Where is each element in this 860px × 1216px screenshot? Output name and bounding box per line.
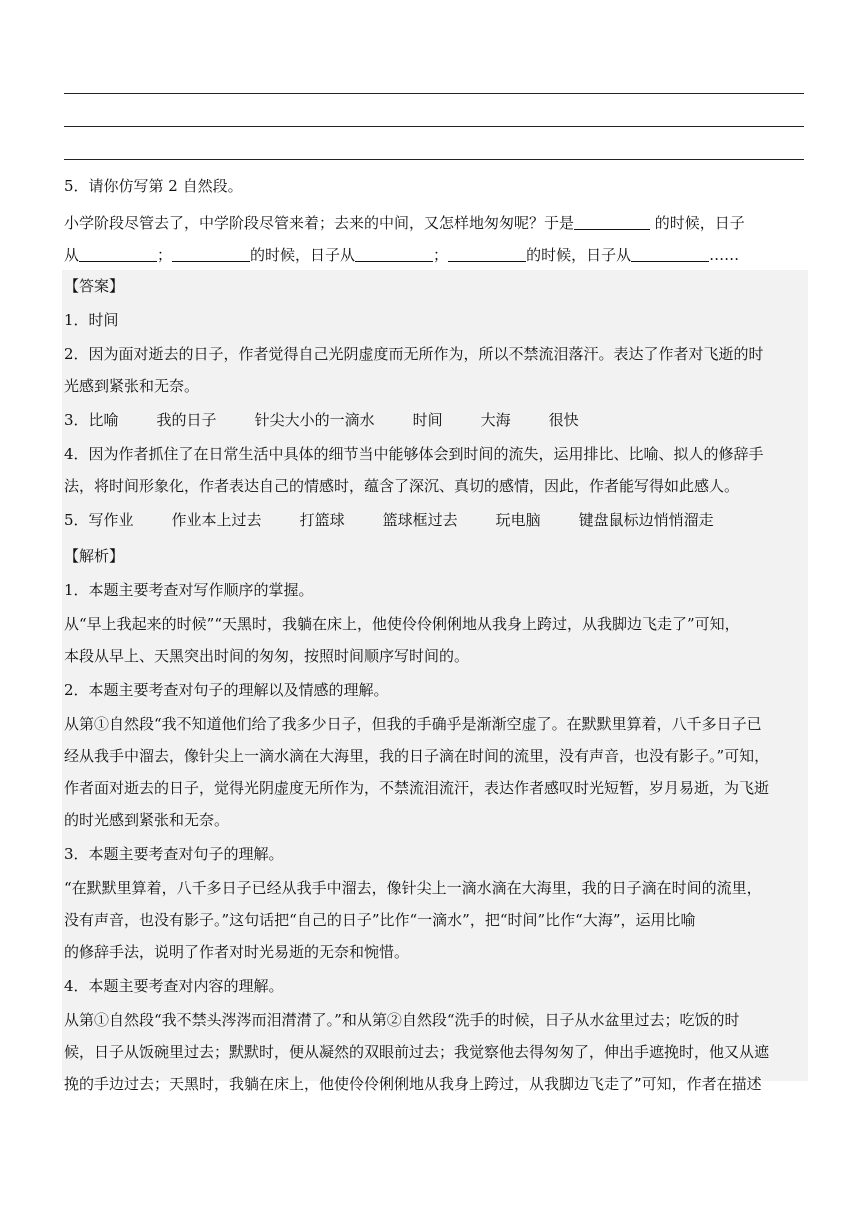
answer-5-item: 打篮球	[299, 511, 345, 529]
answer-5-item: 玩电脑	[495, 511, 541, 529]
analysis-2-line-3: 作者面对逝去的日子，觉得光阴虚度无所作为，不禁流泪流汗，表达作者感叹时光短暂，岁月易逝，为飞逝	[64, 779, 770, 797]
analysis-3-line-2: 没有声音，也没有影子。”这句话把“自己的日子”比作“一滴水”，把“时间”比作“大海”，运用比喻	[64, 911, 696, 929]
answer-3-item: 很快	[548, 411, 579, 429]
question-5-text: 的时候，日子	[650, 214, 745, 232]
question-5-text: ；	[157, 246, 173, 264]
question-5-text: 的时候，日子从	[250, 246, 356, 264]
fill-blank[interactable]	[172, 246, 250, 262]
analysis-3-line-3: 的修辞手法，说明了作者对时光易逝的无奈和惋惜。	[64, 943, 410, 961]
question-5-text: 的时候，日子从	[526, 246, 632, 264]
analysis-1-line-2: 本段从早上、天黑突出时间的匆匆，按照时间顺序写时间的。	[64, 647, 470, 665]
answer-line-2	[64, 126, 804, 127]
fill-blank[interactable]	[355, 246, 433, 262]
answer-5-item: 作业本上过去	[171, 511, 262, 529]
fill-blank[interactable]	[631, 246, 709, 262]
answer-2-line-2: 光感到紧张和无奈。	[64, 377, 200, 395]
answer-3-item: 3．比喻	[64, 411, 119, 429]
analysis-1-line-1: 从“早上我起来的时候”“天黑时，我躺在床上，他使伶伶俐俐地从我身上跨过，从我脚边飞走了”可知，	[64, 615, 740, 633]
answer-3-item: 大海	[480, 411, 511, 429]
question-5-row-2	[64, 239, 806, 271]
answer-line-3	[64, 159, 804, 160]
analysis-4-line-3: 挽的手边过去；天黑时，我躺在床上，他使伶伶俐俐地从我身上跨过，从我脚边飞走了”可知，作者在描述	[64, 1075, 762, 1093]
answer-4-line-1: 4．因为作者抓住了在日常生活中具体的细节当中能够体会到时间的流失，运用排比、比喻、拟人的修辞手	[64, 445, 764, 463]
fill-blank[interactable]	[574, 214, 650, 230]
analysis-1-title: 1．本题主要考查对写作顺序的掌握。	[64, 581, 314, 599]
answer-1: 1．时间	[64, 311, 119, 329]
fill-blank[interactable]	[79, 246, 157, 262]
answer-5-item: 键盘鼠标边悄悄溜走	[578, 511, 714, 529]
question-5-text: 从	[64, 246, 80, 264]
analysis-4-title: 4．本题主要考查对内容的理解。	[64, 977, 284, 995]
analysis-4-line-1: 从第①自然段“我不禁头涔涔而泪潸潸了。”和从第②自然段“洗手的时候，日子从水盆里过去；吃饭的时	[64, 1011, 740, 1029]
answer-3-item: 我的日子	[156, 411, 217, 429]
answer-block	[64, 270, 806, 536]
analysis-2-line-2: 经从我手中溜去，像针尖上一滴水滴在大海里，我的日子滴在时间的流里，没有声音，也没有影子。”可知，	[64, 747, 770, 765]
analysis-block	[64, 540, 806, 1100]
analysis-3-title: 3．本题主要考查对句子的理解。	[64, 845, 284, 863]
answer-5-item: 5．写作业	[64, 511, 134, 529]
analysis-3-line-1: “在默默里算着，八千多日子已经从我手中溜去，像针尖上一滴水滴在大海里，我的日子滴在时间的流里，	[64, 879, 762, 897]
analysis-4-line-2: 候，日子从饭碗里过去；默默时，便从凝然的双眼前过去；我觉察他去得匆匆了，伸出手遮挽时，他又从遮	[64, 1043, 770, 1061]
analysis-2-line-4: 的时光感到紧张和无奈。	[64, 811, 230, 829]
answer-5-item: 篮球框过去	[382, 511, 458, 529]
question-5-prompt: 5．请你仿写第 2 自然段。	[64, 177, 243, 195]
question-5-text: ；	[433, 246, 449, 264]
analysis-2-line-1: 从第①自然段“我不知道他们给了我多少日子，但我的手确乎是渐渐空虚了。在默默里算着，八千多日子已	[64, 715, 762, 733]
answer-4-line-2: 法，将时间形象化，作者表达自己的情感时，蕴含了深沉、真切的感情，因此，作者能写得如此感人。	[64, 477, 740, 495]
answer-3-item: 时间	[412, 411, 443, 429]
answer-5	[64, 504, 806, 536]
fill-blank[interactable]	[448, 246, 526, 262]
analysis-heading: 【解析】	[64, 547, 125, 565]
question-5-text: 小学阶段尽管去了，中学阶段尽管来着；去来的中间，又怎样地匆匆呢？于是	[64, 214, 575, 232]
answer-3	[64, 404, 806, 436]
answer-3-item: 针尖大小的一滴水	[254, 411, 375, 429]
answer-2-line-1: 2．因为面对逝去的日子，作者觉得自己光阴虚度而无所作为，所以不禁流泪落汗。表达了作者对飞逝的时	[64, 345, 764, 363]
answer-line-1	[64, 93, 804, 94]
question-5-text: ……	[709, 246, 740, 264]
analysis-2-title: 2．本题主要考查对句子的理解以及情感的理解。	[64, 681, 389, 699]
answer-heading: 【答案】	[64, 277, 125, 295]
question-5-row-1	[64, 207, 806, 239]
